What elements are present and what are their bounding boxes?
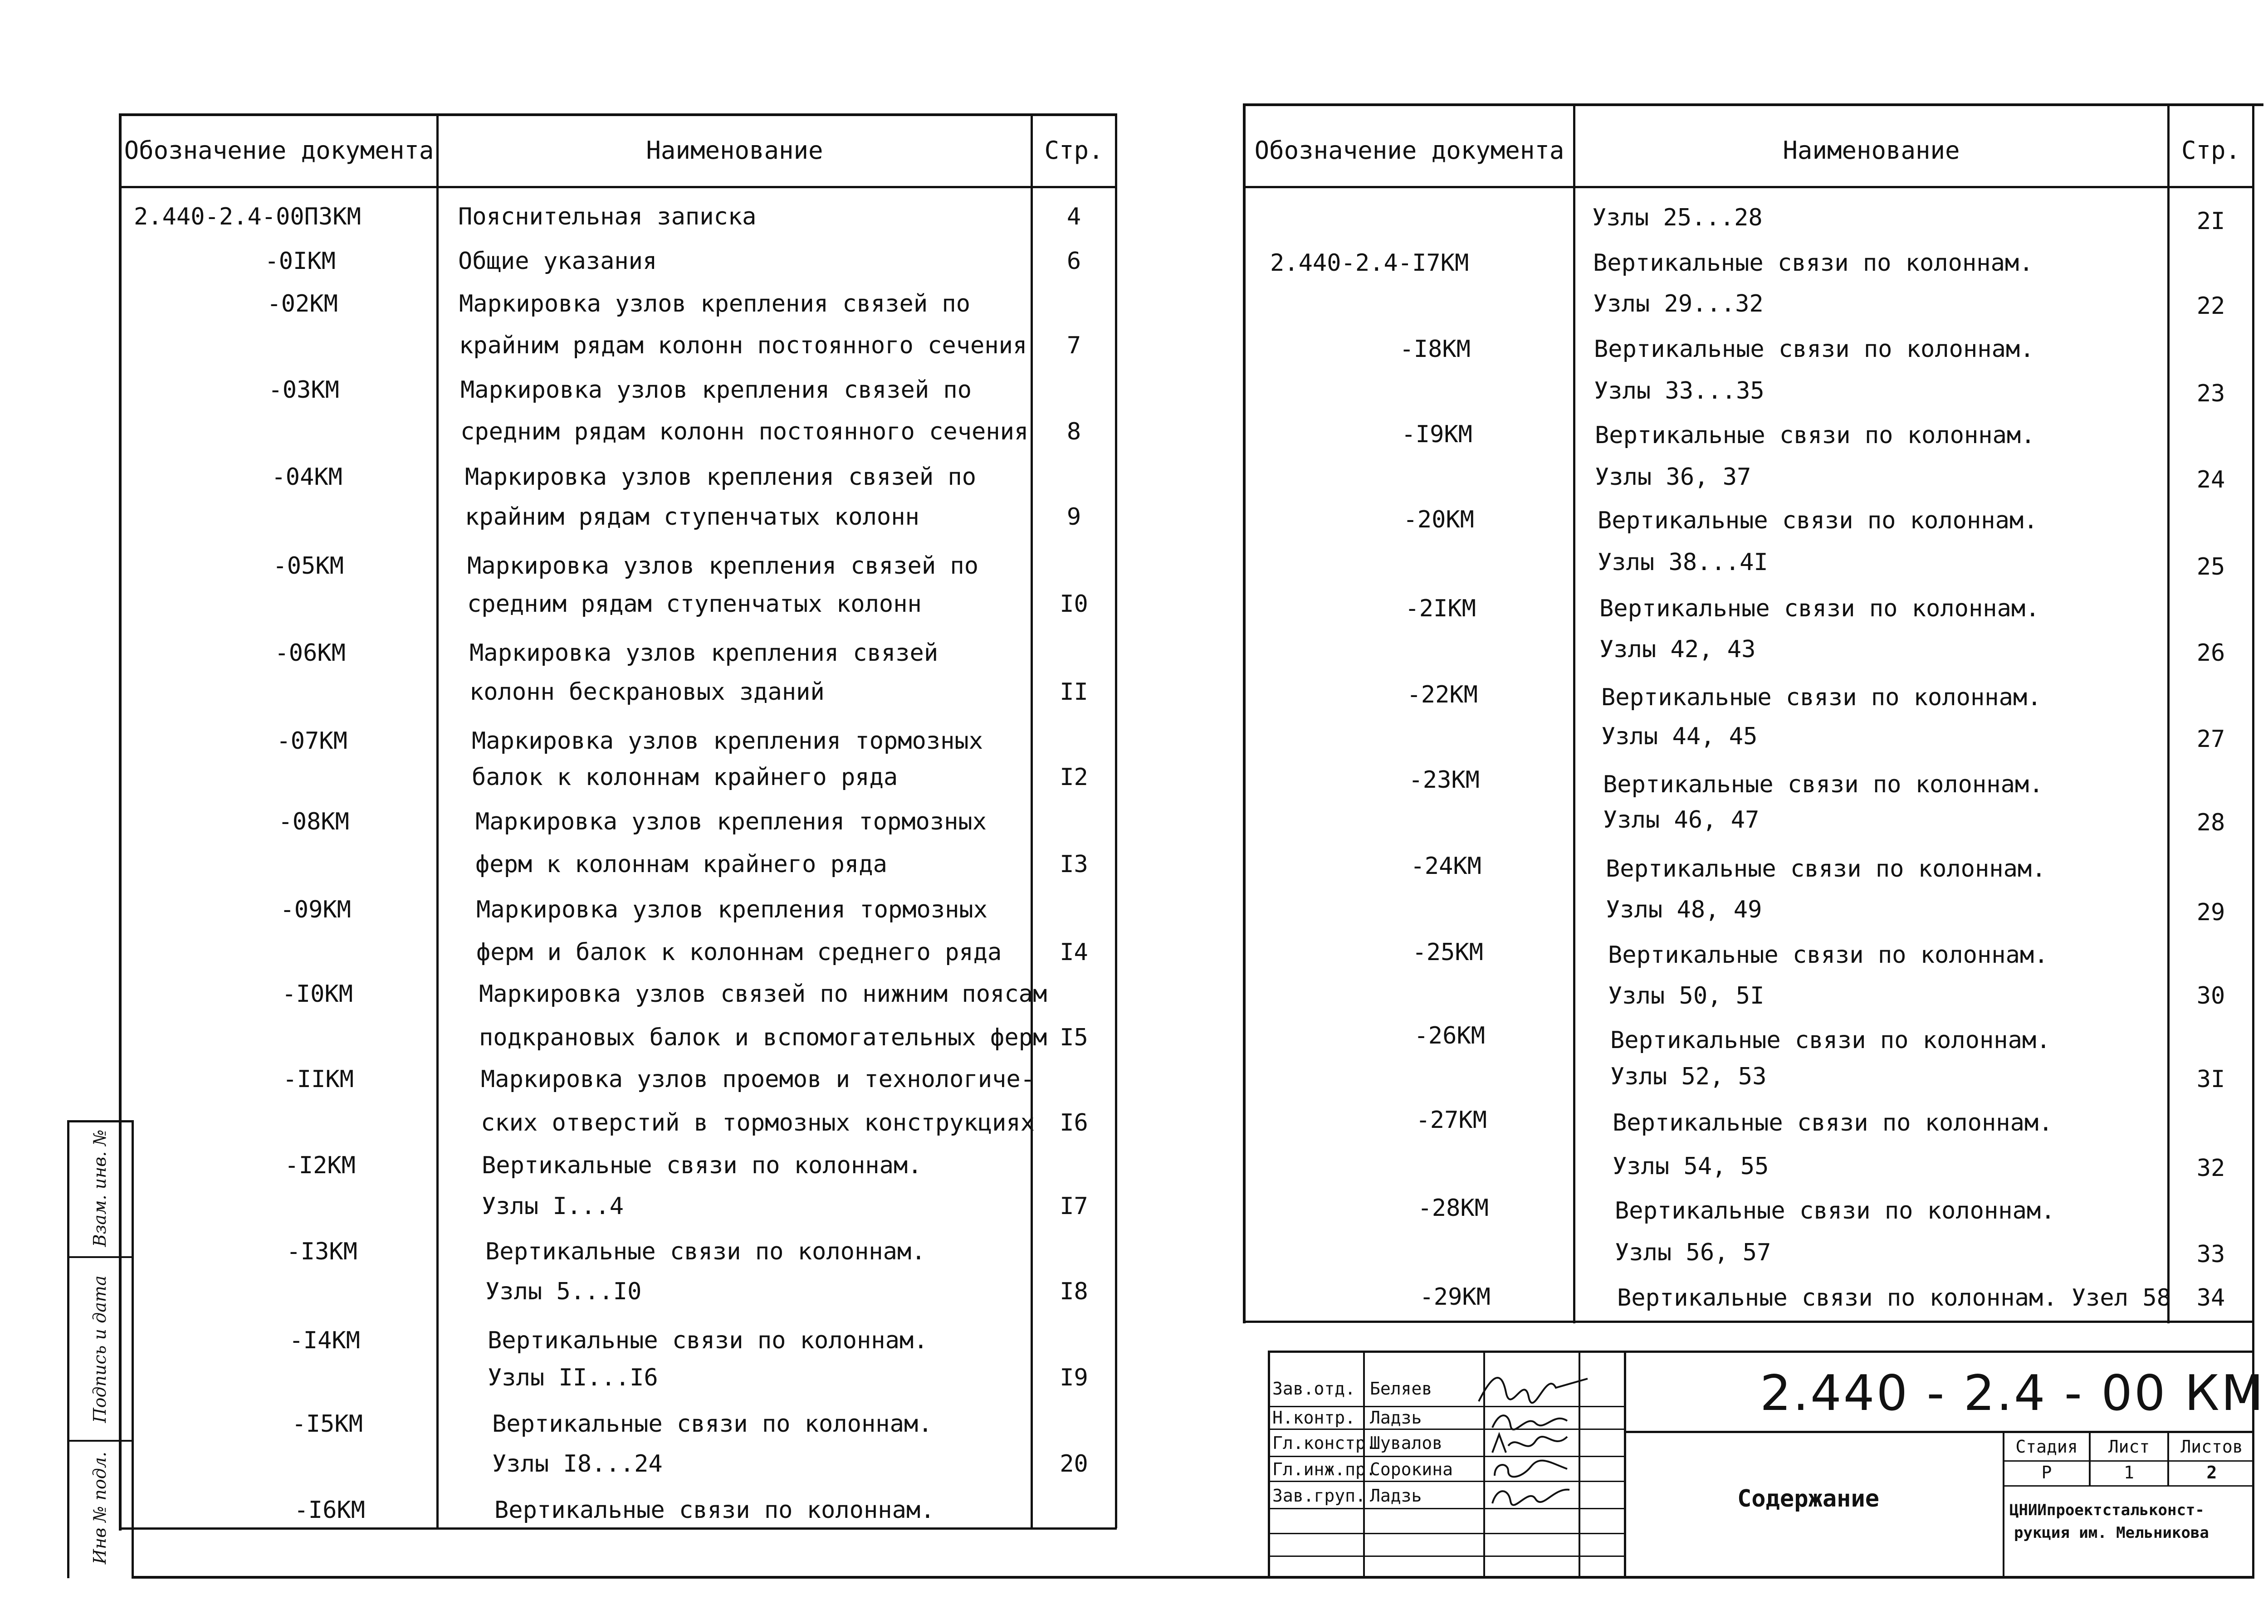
- row-name: балок к колоннам крайнего ряда: [472, 764, 898, 791]
- row-code: -06КМ: [274, 639, 346, 667]
- row-name: Вертикальные связи по колоннам.: [1613, 1109, 2053, 1136]
- row-name: Маркировка узлов связей по нижним поясам: [479, 980, 1047, 1008]
- row-name: Вертикальные связи по колоннам.: [1601, 684, 2042, 711]
- right-header-designation: Обозначение документа: [1254, 136, 1564, 165]
- row-name: ских отверстий в тормозных конструкциях: [481, 1109, 1035, 1136]
- stamp-line: [2003, 1460, 2254, 1462]
- row-page: I5: [1060, 1024, 1088, 1051]
- stamp-role: Зав.отд.: [1272, 1379, 1356, 1399]
- row-name: Вертикальные связи по колоннам.: [1603, 771, 2043, 798]
- row-code: -I4КМ: [289, 1327, 360, 1354]
- organization-line-1: ЦНИИпроектстальконст-: [2009, 1501, 2204, 1519]
- row-page: 4: [1066, 203, 1081, 230]
- stamp-name: Сорокина: [1370, 1459, 1453, 1479]
- frame-line: [1573, 103, 1575, 1323]
- row-name: Узлы 5...I0: [485, 1278, 642, 1305]
- row-name: крайним рядам ступенчатых колонн: [465, 503, 919, 531]
- stamp-name: Беляев: [1370, 1379, 1432, 1399]
- sign-date-label: Подпись и дата: [90, 1275, 110, 1423]
- row-code: -28КМ: [1418, 1195, 1489, 1222]
- frame-line: [119, 1527, 1117, 1530]
- row-page: 9: [1066, 503, 1081, 531]
- row-page: I4: [1060, 939, 1088, 966]
- row-code: -I3КМ: [286, 1238, 357, 1265]
- sheet-value: 1: [2124, 1463, 2134, 1483]
- sheets-label: Листов: [2180, 1437, 2243, 1457]
- signature-5: [1490, 1483, 1572, 1508]
- row-name: Узлы 42, 43: [1599, 636, 1756, 663]
- row-name: Маркировка узлов крепления тормозных: [476, 896, 988, 923]
- row-page: I8: [1060, 1278, 1088, 1305]
- row-name: Маркировка узлов крепления связей: [469, 639, 938, 667]
- organization-line-2: рукция им. Мельникова: [2014, 1524, 2209, 1542]
- row-code: -27КМ: [1416, 1107, 1487, 1134]
- stage-value: Р: [2041, 1463, 2052, 1483]
- signature-4: [1490, 1458, 1572, 1483]
- row-name: Пояснительная записка: [458, 203, 757, 230]
- stamp-name: Шувалов: [1370, 1433, 1443, 1453]
- row-name: Вертикальные связи по колоннам.: [488, 1327, 928, 1354]
- row-name: Вертикальные связи по колоннам.: [1593, 249, 2033, 277]
- stamp-line: [1268, 1556, 1624, 1557]
- inv-no-label: Инв № подл.: [90, 1451, 110, 1565]
- row-name: Вертикальные связи по колоннам.: [482, 1152, 922, 1179]
- row-name: средним рядам ступенчатых колонн: [467, 590, 922, 618]
- row-code: -0IКМ: [264, 248, 336, 275]
- row-name: крайним рядам колонн постоянного сечения: [459, 332, 1027, 359]
- row-name: Узлы 52, 53: [1610, 1063, 1767, 1090]
- row-name: Маркировка узлов крепления связей по: [467, 552, 979, 580]
- stamp-role: Гл.инж.пр.: [1272, 1459, 1376, 1479]
- row-code: -IIКМ: [283, 1066, 354, 1093]
- row-page: 34: [2196, 1284, 2225, 1312]
- row-page: 20: [1060, 1450, 1088, 1478]
- left-header-page: Стр.: [1044, 136, 1104, 165]
- row-code: -I5КМ: [292, 1410, 363, 1438]
- document-code: 2.440 - 2.4 - 00 КМ: [1760, 1365, 2265, 1422]
- row-name: колонн бескрановых зданий: [469, 678, 825, 706]
- row-name: Маркировка узлов крепления связей по: [459, 290, 971, 317]
- row-name: ферм к колоннам крайнего ряда: [475, 851, 887, 878]
- row-page: I0: [1060, 590, 1088, 618]
- row-code: -26КМ: [1414, 1022, 1485, 1049]
- row-name: Маркировка узлов крепления тормозных: [475, 808, 987, 835]
- row-page: 26: [2196, 639, 2225, 667]
- row-name: Вертикальные связи по колоннам.: [1595, 422, 2035, 449]
- row-name: Узлы 56, 57: [1615, 1239, 1771, 1266]
- row-page: 25: [2196, 553, 2225, 580]
- frame-line: [1243, 103, 2263, 106]
- row-name: Вертикальные связи по колоннам.: [1594, 336, 2034, 363]
- row-page: I3: [1060, 851, 1088, 878]
- signature-1: [1474, 1365, 1592, 1410]
- stamp-role: Зав.груп.: [1272, 1486, 1366, 1506]
- row-name: Маркировка узлов крепления связей по: [460, 376, 972, 404]
- row-code: -03КМ: [268, 376, 339, 404]
- row-name: Узлы I8...24: [492, 1450, 663, 1478]
- row-page: 7: [1066, 332, 1081, 359]
- frame-line: [67, 1120, 69, 1578]
- frame-line: [67, 1440, 133, 1442]
- row-page: 3I: [2196, 1066, 2225, 1093]
- sheets-value: 2: [2206, 1463, 2217, 1483]
- row-code: -02КМ: [267, 290, 338, 317]
- replace-inv-label: Взам. инв. №: [90, 1129, 110, 1247]
- row-page: 29: [2196, 899, 2225, 926]
- row-code: -24КМ: [1410, 853, 1481, 880]
- row-name: Маркировка узлов крепления тормозных: [472, 727, 983, 755]
- row-code: -09КМ: [280, 896, 351, 923]
- row-name: Узлы 54, 55: [1613, 1153, 1769, 1180]
- row-name: подкрановых балок и вспомогательных ферм: [479, 1024, 1047, 1051]
- frame-line: [1243, 103, 1246, 1323]
- row-name: Узлы 25...28: [1592, 204, 1763, 231]
- stamp-line: [1624, 1351, 1626, 1577]
- row-name: Узлы 36, 37: [1595, 463, 1751, 491]
- row-code: -07КМ: [276, 727, 347, 755]
- row-page: 22: [2196, 293, 2225, 320]
- row-code: 2.440-2.4-I7КМ: [1270, 249, 1469, 277]
- stamp-line: [2003, 1485, 2254, 1487]
- left-header-name: Наименование: [646, 136, 823, 165]
- signature-3: [1490, 1432, 1572, 1457]
- row-code: -I8КМ: [1399, 336, 1471, 363]
- row-page: I7: [1060, 1193, 1088, 1220]
- frame-line: [119, 113, 122, 1531]
- stamp-line: [1624, 1431, 2254, 1433]
- row-name: Вертикальные связи по колоннам.: [1598, 507, 2038, 534]
- left-header-designation: Обозначение документа: [124, 136, 434, 165]
- row-code: -25КМ: [1412, 939, 1483, 966]
- row-page: II: [1060, 678, 1088, 706]
- sheet-label: Лист: [2108, 1437, 2150, 1457]
- row-page: I9: [1060, 1364, 1088, 1391]
- row-code: -I2КМ: [284, 1152, 356, 1179]
- row-code: -2IКМ: [1405, 595, 1476, 622]
- row-page: 24: [2196, 466, 2225, 493]
- document-title: Содержание: [1737, 1485, 1880, 1512]
- frame-line: [67, 1120, 133, 1122]
- frame-line: [1115, 113, 1117, 1528]
- frame-line: [1031, 113, 1033, 1528]
- row-name: Маркировка узлов крепления связей по: [465, 463, 977, 491]
- frame-line: [119, 186, 1117, 188]
- row-page: I2: [1060, 764, 1088, 791]
- row-name: Узлы 50, 5I: [1608, 982, 1765, 1010]
- stamp-line: [1268, 1351, 2254, 1353]
- row-code: -05КМ: [273, 552, 344, 580]
- row-name: средним рядам колонн постоянного сечения: [460, 418, 1029, 445]
- row-page: 33: [2196, 1241, 2225, 1268]
- frame-line: [1243, 186, 2254, 188]
- stamp-name: Ладзь: [1370, 1408, 1422, 1428]
- row-name: Вертикальные связи по колоннам.: [494, 1497, 935, 1524]
- row-page: 23: [2196, 380, 2225, 407]
- row-code: -20КМ: [1403, 506, 1474, 533]
- row-code: -04КМ: [271, 463, 342, 491]
- row-page: 27: [2196, 726, 2225, 753]
- signature-2: [1490, 1409, 1572, 1432]
- row-code: -23КМ: [1408, 766, 1480, 794]
- row-name: Узлы 38...4I: [1598, 549, 1768, 576]
- stage-label: Стадия: [2015, 1437, 2078, 1457]
- row-code: -22КМ: [1407, 681, 1478, 708]
- row-name: Вертикальные связи по колоннам.: [1608, 941, 2048, 969]
- row-name: ферм и балок к колоннам среднего ряда: [476, 939, 1002, 966]
- stamp-line: [1268, 1533, 1624, 1534]
- row-page: 28: [2196, 809, 2225, 836]
- row-name: Узлы 33...35: [1594, 377, 1765, 405]
- row-name: Маркировка узлов проемов и технологиче-: [481, 1066, 1035, 1093]
- right-header-name: Наименование: [1783, 136, 1960, 165]
- row-page: 6: [1066, 248, 1081, 275]
- row-name: Узлы 29...32: [1593, 290, 1764, 317]
- row-name: Узлы 46, 47: [1603, 806, 1760, 834]
- row-page: 8: [1066, 418, 1081, 445]
- row-code: -08КМ: [278, 808, 349, 835]
- row-name: Узлы 48, 49: [1606, 896, 1762, 923]
- row-name: Узлы 44, 45: [1601, 723, 1758, 750]
- row-name: Общие указания: [458, 248, 657, 275]
- row-name: Вертикальные связи по колоннам.: [485, 1238, 926, 1265]
- frame-line: [2167, 103, 2170, 1323]
- row-code: -I6КМ: [294, 1497, 365, 1524]
- stamp-role: Н.контр.: [1272, 1408, 1356, 1428]
- stamp-role: Гл.констр.: [1272, 1433, 1376, 1453]
- stamp-name: Ладзь: [1370, 1486, 1422, 1506]
- row-page: I6: [1060, 1109, 1088, 1136]
- frame-line: [119, 113, 1117, 116]
- row-name: Вертикальные связи по колоннам.: [1606, 855, 2046, 883]
- row-name: Вертикальные связи по колоннам.: [1610, 1027, 2051, 1054]
- row-code: -29КМ: [1419, 1283, 1491, 1311]
- frame-line: [436, 113, 439, 1528]
- row-code: 2.440-2.4-00ПЗКМ: [134, 203, 361, 230]
- row-page: 30: [2196, 982, 2225, 1010]
- row-code: -I9КМ: [1401, 421, 1472, 448]
- row-page: 32: [2196, 1155, 2225, 1182]
- row-code: -I0КМ: [282, 980, 353, 1008]
- row-name: Вертикальные связи по колоннам.: [1615, 1197, 2055, 1224]
- row-name: Узлы II...I6: [488, 1364, 658, 1391]
- frame-line: [2252, 103, 2254, 1577]
- row-name: Узлы I...4: [482, 1193, 624, 1220]
- row-name: Вертикальные связи по колоннам.: [1599, 595, 2040, 622]
- right-header-page: Стр.: [2181, 136, 2241, 165]
- frame-line: [1243, 1321, 2254, 1323]
- stamp-line: [1268, 1351, 1270, 1577]
- row-name: Вертикальные связи по колоннам.: [492, 1410, 933, 1438]
- row-name: Вертикальные связи по колоннам. Узел 58: [1617, 1284, 2171, 1312]
- frame-line: [132, 1576, 2254, 1579]
- row-page: 2I: [2196, 208, 2225, 235]
- stamp-line: [1268, 1508, 1624, 1509]
